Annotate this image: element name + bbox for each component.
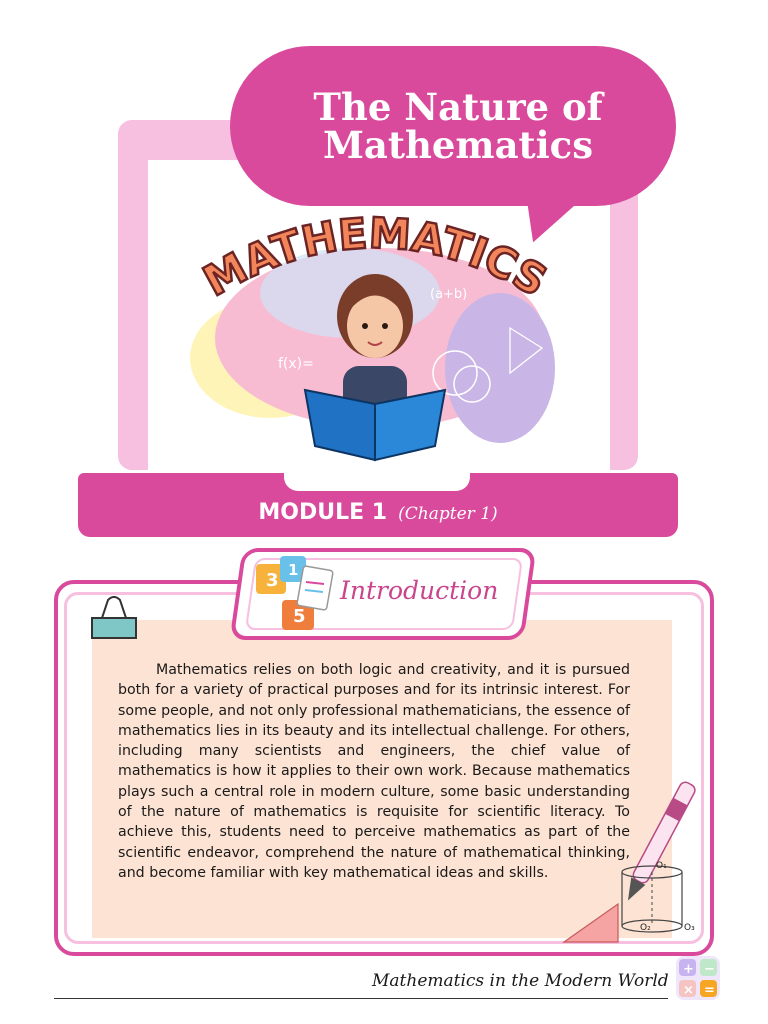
introduction-body: Mathematics relies on both logic and creativity, and it is pursued both for a variety of practical purposes and for its intrinsic interest. For some people, and not only professional mathematicians, the essence of mathematics lies in its beauty and its intellectual challenge. For others, including many scientists and engineers, the chief value of mathematics is how it applies to their own work. Because mathematics plays such a central role in modern culture, some basic understanding of the nature of mathematics is requisite for scientific literacy. To achieve this, students need to perceive mathematics as part of the scientific endeavor, comprehend the nature of mathematical thinking, and become familiar with key mathematical ideas and skills. [118, 662, 630, 881]
label-o2: O₂ [640, 923, 651, 933]
mathematics-illustration [180, 198, 570, 470]
equals-symbol: = [704, 983, 715, 998]
pen-and-geometry-icon [560, 776, 710, 946]
purple-blob [445, 293, 555, 443]
footer-divider [54, 998, 668, 999]
binder-clip-icon [88, 596, 140, 642]
set-square-icon [564, 904, 618, 942]
number-cubes-icon [252, 554, 336, 636]
title-line-2: Mathematics [322, 123, 594, 167]
cube-number-1: 3 [266, 570, 279, 591]
cube-number-2: 1 [288, 561, 299, 579]
module-number: MODULE 1 [258, 500, 388, 525]
plus-symbol: + [683, 962, 694, 977]
module-chapter: (Chapter 1) [398, 504, 498, 524]
formula-fx: f(x)= [278, 356, 314, 372]
label-o3: O₃ [684, 923, 695, 933]
label-o1: O₁ [656, 861, 667, 871]
times-symbol: × [683, 983, 694, 998]
pen-icon [621, 780, 697, 904]
page-title [272, 85, 644, 167]
mathematics-banner-word: MATHEMATICS [195, 208, 556, 306]
footer-course-title: Mathematics in the Modern World [372, 971, 669, 991]
clipboard-icon [297, 566, 333, 611]
formula-ab: (a+b) [430, 287, 468, 302]
cube-number-3: 5 [293, 606, 306, 627]
title-line-1: The Nature of [313, 85, 603, 129]
module-label [78, 500, 678, 525]
introduction-heading: Introduction [340, 576, 499, 605]
laptop-notch [284, 473, 470, 491]
calculator-symbols-icon [674, 954, 722, 1002]
minus-symbol: − [704, 962, 715, 977]
